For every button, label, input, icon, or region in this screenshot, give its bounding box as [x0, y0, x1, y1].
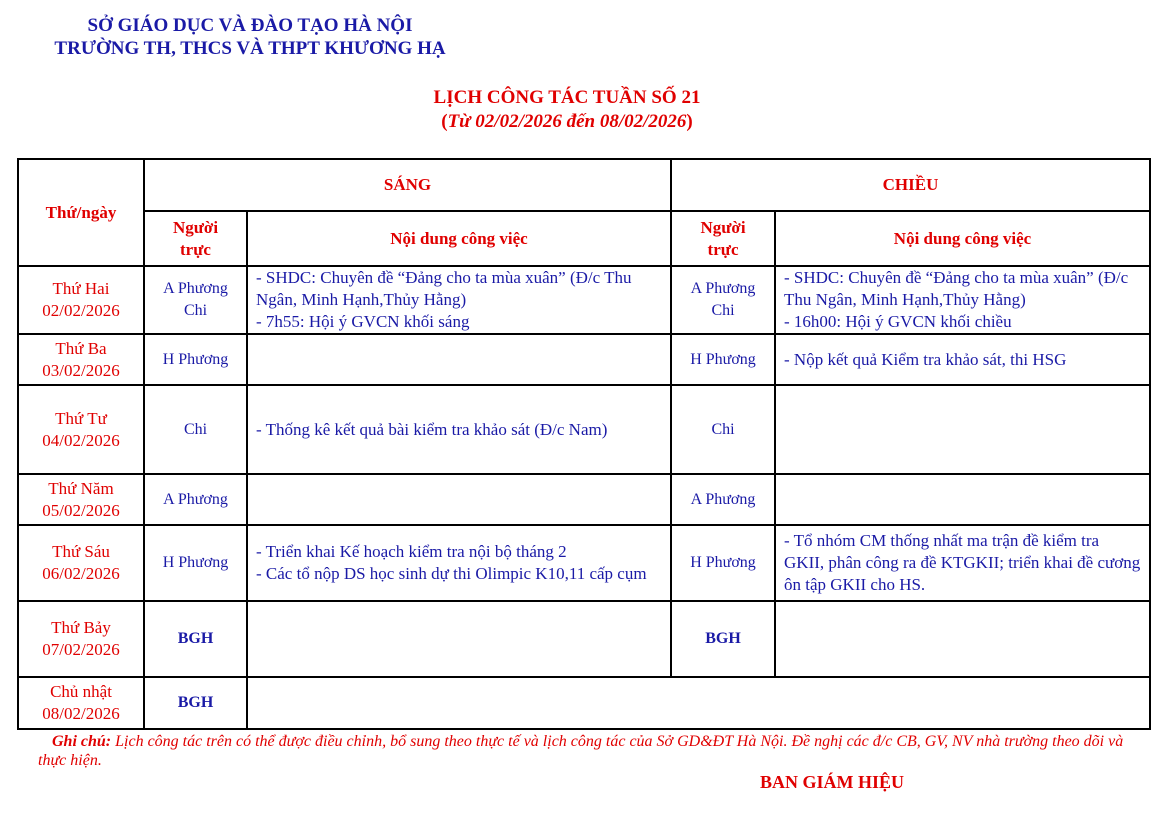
am-person-cell: A Phương — [144, 474, 247, 525]
schedule-title-main: LỊCH CÔNG TÁC TUẦN SỐ 21 — [433, 87, 701, 108]
pm-task-cell — [775, 385, 1150, 474]
pm-task-cell: - Tổ nhóm CM thống nhất ma trận đề kiểm tra GKII, phân công ra đề KTGKII; triển khai đề cương ôn tập GKII cho HS. — [775, 525, 1150, 601]
department-name: SỞ GIÁO DỤC VÀ ĐÀO TẠO HÀ NỘI — [87, 15, 413, 36]
header-row-columns — [18, 211, 1150, 266]
am-person-cell: BGH — [144, 601, 247, 677]
am-task-cell: - SHDC: Chuyên đề “Đảng cho ta mùa xuân” (Đ/c Thu Ngân, Minh Hạnh,Thủy Hằng) - 7h55: Hội ý GVCN khối sáng — [247, 266, 671, 334]
day-cell: Chủ nhật 08/02/2026 — [18, 677, 144, 729]
signoff: BAN GIÁM HIỆU — [760, 772, 905, 792]
school-name: TRƯỜNG TH, THCS VÀ THPT KHƯƠNG HẠ — [54, 38, 446, 59]
pm-person-cell: BGH — [671, 601, 775, 677]
schedule-date-range: (Từ 02/02/2026 đến 08/02/2026) — [441, 111, 693, 132]
table-row-sunday — [18, 677, 1150, 729]
am-task-cell: - Triển khai Kế hoạch kiểm tra nội bộ tháng 2 - Các tổ nộp DS học sinh dự thi Olimpic K10,11 cấp cụm — [247, 525, 671, 601]
day-cell: Thứ Tư 04/02/2026 — [18, 385, 144, 474]
am-person-cell: BGH — [144, 677, 247, 729]
am-person-cell: H Phương — [144, 334, 247, 385]
day-cell: Thứ Năm 05/02/2026 — [18, 474, 144, 525]
weekly-schedule-table — [17, 158, 1151, 730]
table-row-saturday — [18, 601, 1150, 677]
pm-person-header: Người trực — [671, 211, 775, 266]
pm-task-cell: - SHDC: Chuyên đề “Đảng cho ta mùa xuân” (Đ/c Thu Ngân, Minh Hạnh,Thủy Hằng) - 16h00: Hội ý GVCN khối chiều — [775, 266, 1150, 334]
footnote-label: Ghi chú: — [52, 733, 112, 750]
pm-person-cell: A Phương — [671, 474, 775, 525]
am-content-header: Nội dung công việc — [247, 211, 671, 266]
day-column-header: Thứ/ngày — [18, 159, 144, 266]
morning-header: SÁNG — [144, 159, 671, 211]
pm-task-cell — [775, 601, 1150, 677]
am-task-cell: - Thống kê kết quả bài kiểm tra khảo sát (Đ/c Nam) — [247, 385, 671, 474]
am-task-cell — [247, 601, 671, 677]
table-row-friday — [18, 525, 1150, 601]
footnote-text: Lịch công tác trên có thể được điều chỉnh, bổ sung theo thực tế và lịch công tác của Sở GD&ĐT Hà Nội. Đề nghị các đ/c CB, GV, NV nhà trường theo dõi và thực hiện. — [38, 733, 1124, 769]
schedule-title — [0, 86, 1134, 134]
table-row-monday — [18, 266, 1150, 334]
am-person-cell: H Phương — [144, 525, 247, 601]
pm-person-cell: H Phương — [671, 525, 775, 601]
table-row-thursday — [18, 474, 1150, 525]
pm-person-cell: Chi — [671, 385, 775, 474]
pm-task-cell: - Nộp kết quả Kiểm tra khảo sát, thi HSG — [775, 334, 1150, 385]
afternoon-header: CHIỀU — [671, 159, 1150, 211]
school-header — [30, 14, 470, 60]
table-row-tuesday — [18, 334, 1150, 385]
table-row-wednesday — [18, 385, 1150, 474]
day-cell: Thứ Sáu 06/02/2026 — [18, 525, 144, 601]
merged-task-cell — [247, 677, 1150, 729]
am-person-cell: Chi — [144, 385, 247, 474]
pm-task-cell — [775, 474, 1150, 525]
day-cell: Thứ Bảy 07/02/2026 — [18, 601, 144, 677]
am-task-cell — [247, 334, 671, 385]
pm-person-cell: A Phương Chi — [671, 266, 775, 334]
am-person-cell: A Phương Chi — [144, 266, 247, 334]
pm-person-cell: H Phương — [671, 334, 775, 385]
pm-content-header: Nội dung công việc — [775, 211, 1150, 266]
am-person-header: Người trực — [144, 211, 247, 266]
header-row-sessions — [18, 159, 1150, 211]
date-range-text: Từ 02/02/2026 đến 08/02/2026 — [447, 111, 687, 132]
day-cell: Thứ Hai 02/02/2026 — [18, 266, 144, 334]
am-task-cell — [247, 474, 671, 525]
day-cell: Thứ Ba 03/02/2026 — [18, 334, 144, 385]
footnote — [38, 732, 1128, 770]
